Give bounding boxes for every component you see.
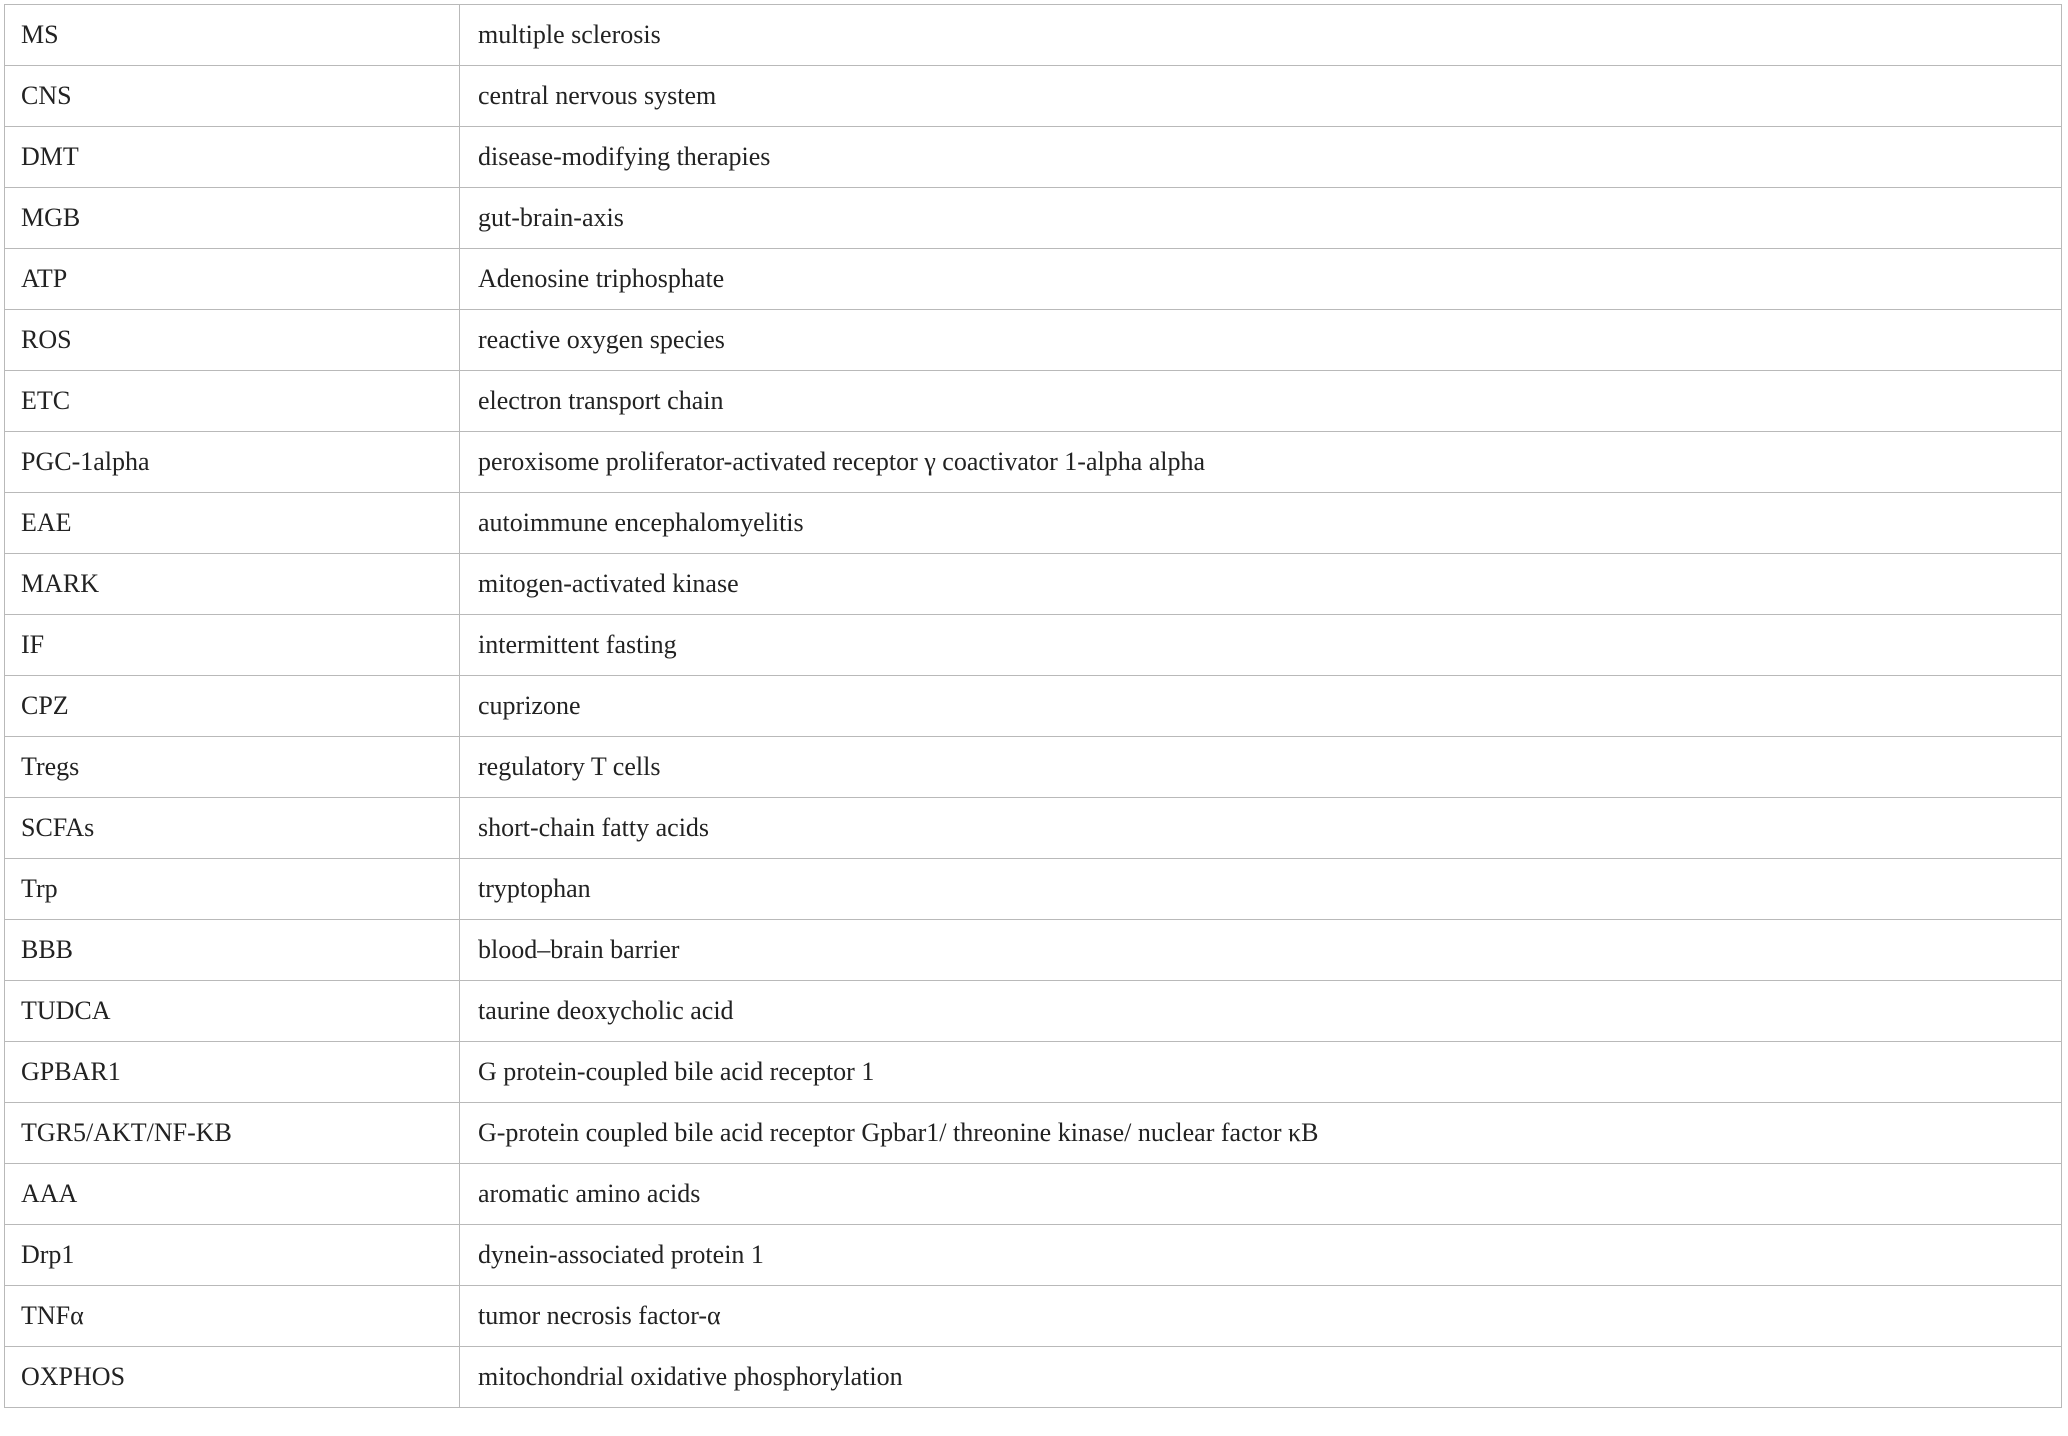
definition-cell: gut-brain-axis [460,188,2062,249]
table-row [5,1042,2062,1103]
definition-cell: multiple sclerosis [460,5,2062,66]
table-row [5,5,2062,66]
definition-cell: reactive oxygen species [460,310,2062,371]
table-row [5,798,2062,859]
abbreviation-cell: DMT [5,127,460,188]
definition-cell: tumor necrosis factor-α [460,1286,2062,1347]
table-row [5,859,2062,920]
abbreviation-cell: ROS [5,310,460,371]
table-row [5,554,2062,615]
definition-cell: Adenosine triphosphate [460,249,2062,310]
abbreviation-cell: TUDCA [5,981,460,1042]
abbreviation-cell: SCFAs [5,798,460,859]
definition-cell: blood–brain barrier [460,920,2062,981]
table-row [5,981,2062,1042]
table-row [5,1103,2062,1164]
abbreviation-cell: GPBAR1 [5,1042,460,1103]
definition-cell: dynein-associated protein 1 [460,1225,2062,1286]
abbreviation-cell: Tregs [5,737,460,798]
abbreviation-cell: ETC [5,371,460,432]
table-row [5,676,2062,737]
table-row [5,615,2062,676]
abbreviation-cell: AAA [5,1164,460,1225]
table-row [5,920,2062,981]
table-row [5,1164,2062,1225]
definition-cell: regulatory T cells [460,737,2062,798]
definition-cell: intermittent fasting [460,615,2062,676]
abbreviation-cell: CPZ [5,676,460,737]
table-row [5,310,2062,371]
abbreviation-cell: TGR5/AKT/NF-KB [5,1103,460,1164]
definition-cell: G-protein coupled bile acid receptor Gpbar1/ threonine kinase/ nuclear factor κB [460,1103,2062,1164]
abbreviation-cell: TNFα [5,1286,460,1347]
definition-cell: peroxisome proliferator-activated receptor γ coactivator 1-alpha alpha [460,432,2062,493]
table-row [5,127,2062,188]
definition-cell: autoimmune encephalomyelitis [460,493,2062,554]
definition-cell: mitochondrial oxidative phosphorylation [460,1347,2062,1408]
table-row [5,493,2062,554]
abbreviation-cell: PGC-1alpha [5,432,460,493]
table-row [5,1347,2062,1408]
abbreviation-cell: OXPHOS [5,1347,460,1408]
abbreviation-cell: EAE [5,493,460,554]
definition-cell: G protein-coupled bile acid receptor 1 [460,1042,2062,1103]
definition-cell: cuprizone [460,676,2062,737]
abbreviation-cell: CNS [5,66,460,127]
abbreviation-cell: MS [5,5,460,66]
abbreviation-cell: Drp1 [5,1225,460,1286]
abbreviation-cell: MARK [5,554,460,615]
table-row [5,371,2062,432]
abbreviation-cell: Trp [5,859,460,920]
abbreviation-cell: IF [5,615,460,676]
definition-cell: aromatic amino acids [460,1164,2062,1225]
definition-cell: central nervous system [460,66,2062,127]
table-row [5,188,2062,249]
table-row [5,737,2062,798]
abbreviation-cell: BBB [5,920,460,981]
definition-cell: tryptophan [460,859,2062,920]
abbreviation-cell: MGB [5,188,460,249]
table-row [5,66,2062,127]
abbreviation-cell: ATP [5,249,460,310]
table-row [5,432,2062,493]
table-row [5,1225,2062,1286]
table-row [5,1286,2062,1347]
abbreviations-table-body [5,5,2062,1408]
definition-cell: taurine deoxycholic acid [460,981,2062,1042]
definition-cell: electron transport chain [460,371,2062,432]
definition-cell: disease-modifying therapies [460,127,2062,188]
table-row [5,249,2062,310]
abbreviations-table [4,4,2062,1408]
definition-cell: mitogen-activated kinase [460,554,2062,615]
definition-cell: short-chain fatty acids [460,798,2062,859]
